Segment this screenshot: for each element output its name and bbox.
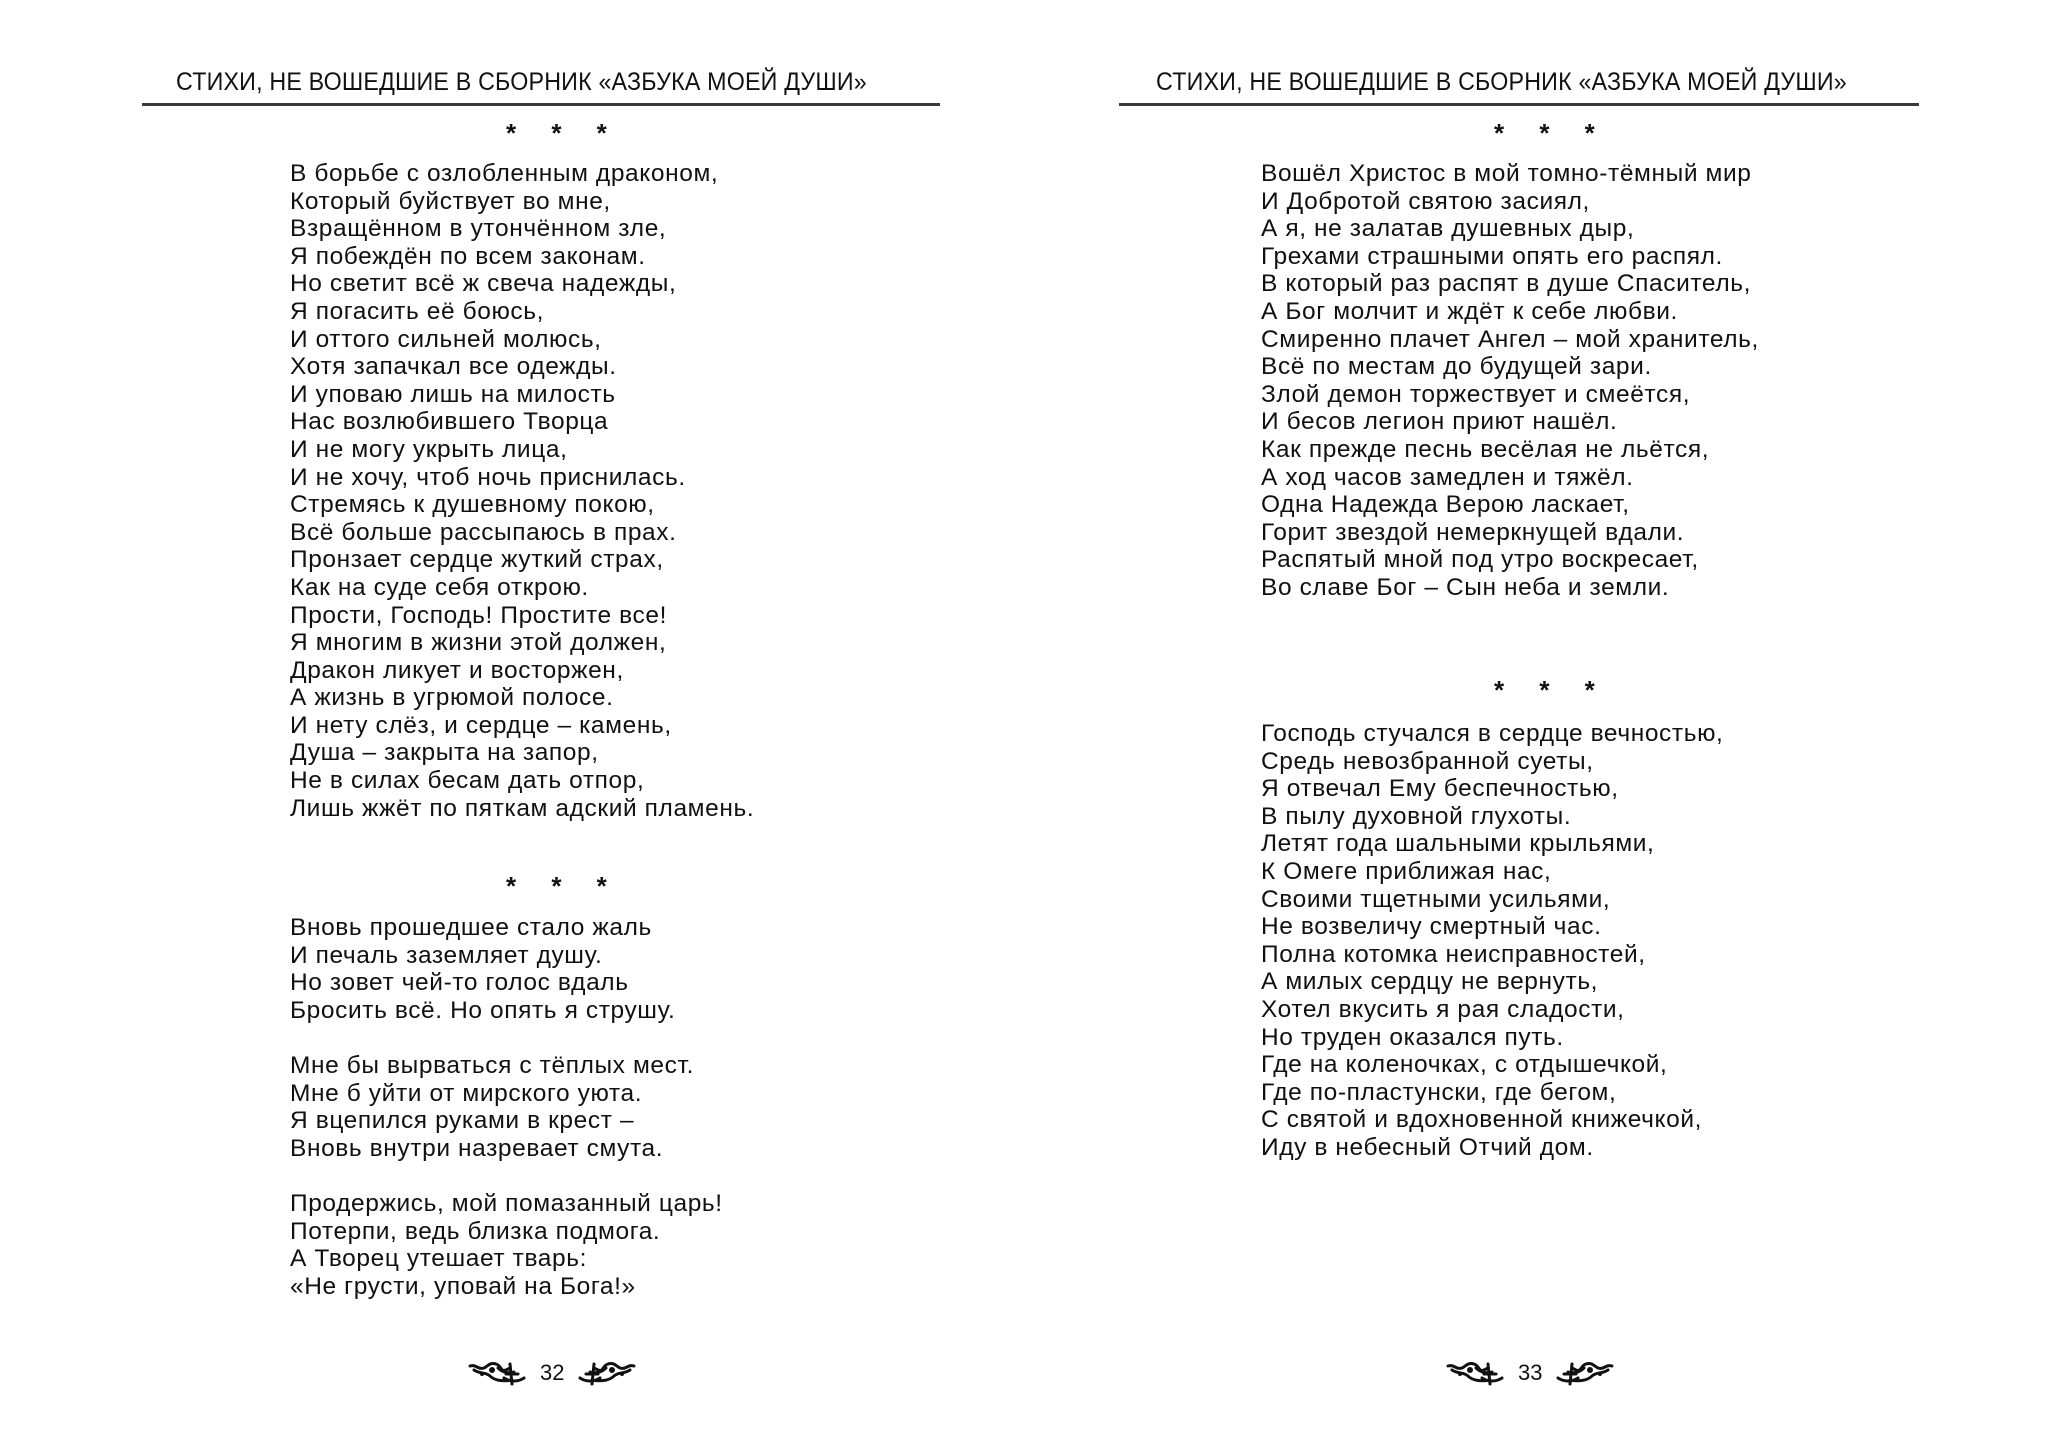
poem-line: Не возвеличу смертный час.: [1261, 913, 1602, 941]
poem-line: И печаль заземляет душу.: [290, 941, 603, 969]
right-page: [1029, 0, 2058, 1454]
scroll-flourish-ornament-icon: [578, 1360, 636, 1386]
poem-line: Я погасить её боюсь,: [290, 297, 545, 325]
poem-line: Мне б уйти от мирского уюта.: [290, 1079, 643, 1107]
poem-line: Одна Надежда Верою ласкает,: [1261, 491, 1630, 519]
poem-line: Летят года шальными крыльями,: [1261, 830, 1655, 858]
poem-line: Средь невозбранной суеты,: [1261, 747, 1594, 775]
page-footer: [1446, 1360, 1614, 1386]
poem-line: В борьбе с озлобленным драконом,: [290, 160, 719, 187]
page-number: 32: [540, 1360, 565, 1385]
poem-line: А милых сердцу не вернуть,: [1261, 968, 1599, 996]
poem-line: Не в силах бесам дать отпор,: [290, 767, 645, 795]
poem-line: Как прежде песнь весёлая не льётся,: [1261, 435, 1710, 463]
poem-separator: * * *: [1494, 675, 1609, 705]
poem-past-regret: [290, 914, 723, 1300]
running-head: СТИХИ, НЕ ВОШЕДШИЕ В СБОРНИК «АЗБУКА МОЕЙ ДУШИ»: [176, 68, 867, 96]
running-head: СТИХИ, НЕ ВОШЕДШИЕ В СБОРНИК «АЗБУКА МОЕЙ ДУШИ»: [1156, 68, 1847, 96]
poem-line: Я многим в жизни этой должен,: [290, 629, 667, 657]
poem-line: Злой демон торжествует и смеётся,: [1261, 380, 1691, 408]
poem-line: Вошёл Христос в мой томно-тёмный мир: [1261, 160, 1752, 187]
poem-line: «Не грусти, уповай на Бога!»: [290, 1272, 636, 1300]
poem-line: И нету слёз, и сердце – камень,: [290, 711, 672, 739]
poem-line: А ход часов замедлен и тяжёл.: [1261, 463, 1634, 491]
poem-line: Своими тщетными усильями,: [1261, 885, 1611, 913]
poem-line: Но светит всё ж свеча надежды,: [290, 270, 677, 298]
poem-line: И бесов легион приют нашёл.: [1261, 408, 1618, 436]
poem-line: Иду в небесный Отчий дом.: [1261, 1133, 1594, 1161]
poem-line: К Омеге приближая нас,: [1261, 857, 1552, 885]
scroll-flourish-ornament-icon: [1446, 1360, 1504, 1386]
poem-line: Лишь жжёт по пяткам адский пламень.: [290, 794, 755, 822]
poem-line: С святой и вдохновенной книжечкой,: [1261, 1106, 1703, 1134]
poem-line: А я, не залатав душевных дыр,: [1261, 215, 1635, 243]
poem-line: Потерпи, ведь близка подмога.: [290, 1217, 661, 1245]
poem-line: Где на коленочках, с отдышечкой,: [1261, 1051, 1668, 1079]
poem-line: Где по-пластунски, где бегом,: [1261, 1078, 1617, 1106]
poem-line: Грехами страшными опять его распял.: [1261, 242, 1723, 270]
header-rule: [1119, 103, 1919, 106]
poem-line: Горит звездой немеркнущей вдали.: [1261, 518, 1685, 546]
poem-line: И не хочу, чтоб ночь приснилась.: [290, 463, 686, 491]
poem-dragon: [290, 160, 754, 822]
poem-line: Нас возлюбившего Творца: [290, 408, 609, 436]
poem-line: Как на суде себя открою.: [290, 573, 589, 601]
poem-line: В пылу духовной глухоты.: [1261, 802, 1572, 830]
poem-line: Стремясь к душевному покою,: [290, 491, 655, 519]
stanza-break: [290, 1024, 723, 1052]
poem-separator: * * *: [506, 118, 621, 148]
poem-line: Мне бы вырваться с тёплых мест.: [290, 1051, 694, 1079]
poem-line: Я отвечал Ему беспечностью,: [1261, 775, 1619, 803]
poem-line: Но труден оказался путь.: [1261, 1023, 1564, 1051]
poem-line: А Творец утешает тварь:: [290, 1245, 588, 1273]
poem-line: Во славе Бог – Сын неба и земли.: [1261, 573, 1670, 601]
poem-lord-knocked: [1261, 720, 1723, 1162]
stanza-break: [290, 1162, 723, 1190]
poem-line: Хотел вкусить я рая сладости,: [1261, 995, 1625, 1023]
poem-line: Я вцепился руками в крест –: [290, 1107, 635, 1135]
poem-line: Душа – закрыта на запор,: [290, 739, 599, 767]
poem-line: Пронзает сердце жуткий страх,: [290, 546, 664, 574]
page-footer: [468, 1360, 636, 1386]
poem-line: Вновь прошедшее стало жаль: [290, 914, 652, 941]
scroll-flourish-ornament-icon: [468, 1360, 526, 1386]
poem-line: Всё по местам до будущей зари.: [1261, 353, 1652, 381]
poem-line: И оттого сильней молюсь,: [290, 325, 602, 353]
poem-line: Продержись, мой помазанный царь!: [290, 1189, 723, 1217]
poem-line: Но зовет чей-то голос вдаль: [290, 969, 629, 997]
poem-line: В который раз распят в душе Спаситель,: [1261, 270, 1752, 298]
page-number: 33: [1518, 1360, 1543, 1385]
poem-line: Полна котомка неисправностей,: [1261, 940, 1646, 968]
poem-line: Господь стучался в сердце вечностью,: [1261, 720, 1724, 747]
poem-line: И уповаю лишь на милость: [290, 380, 616, 408]
poem-line: Я побеждён по всем законам.: [290, 242, 646, 270]
poem-line: Распятый мной под утро воскресает,: [1261, 546, 1699, 574]
poem-line: Который буйствует во мне,: [290, 187, 611, 215]
poem-line: Вновь внутри назревает смута.: [290, 1134, 664, 1162]
scroll-flourish-ornament-icon: [1556, 1360, 1614, 1386]
header-rule: [142, 103, 940, 106]
poem-line: Дракон ликует и восторжен,: [290, 656, 624, 684]
poem-line: И Добротой святою засиял,: [1261, 187, 1590, 215]
poem-line: А жизнь в угрюмой полосе.: [290, 684, 614, 712]
poem-line: И не могу укрыть лица,: [290, 435, 568, 463]
poem-line: Взращённом в утончённом зле,: [290, 215, 667, 243]
poem-line: Бросить всё. Но опять я струшу.: [290, 996, 676, 1024]
poem-line: А Бог молчит и ждёт к себе любви.: [1261, 297, 1678, 325]
poem-separator: * * *: [1494, 118, 1609, 148]
poem-christ-entered: [1261, 160, 1759, 602]
poem-line: Смиренно плачет Ангел – мой хранитель,: [1261, 325, 1759, 353]
poem-separator: * * *: [506, 871, 621, 901]
poem-line: Хотя запачкал все одежды.: [290, 353, 617, 381]
poem-line: Прости, Господь! Простите все!: [290, 601, 667, 629]
poem-line: Всё больше рассыпаюсь в прах.: [290, 518, 677, 546]
